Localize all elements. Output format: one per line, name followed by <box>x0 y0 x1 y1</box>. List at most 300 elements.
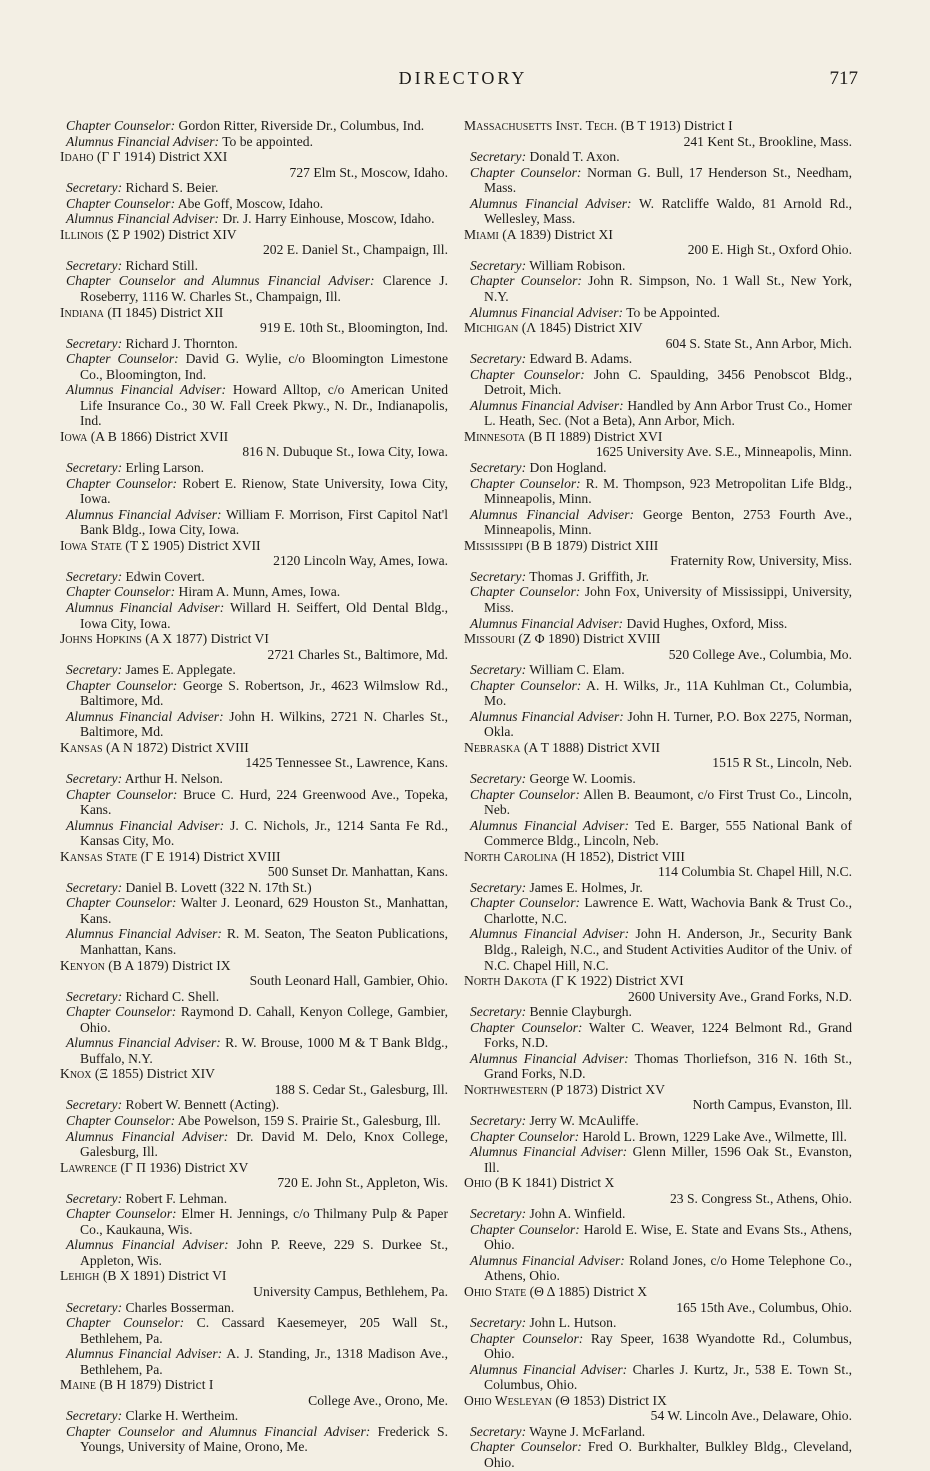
officer-line <box>464 398 852 429</box>
chapter-entry <box>60 958 448 1067</box>
officer-line <box>464 616 852 632</box>
officer-role: Chapter Counselor: <box>470 786 580 802</box>
officer-details: To be appointed. <box>219 133 313 149</box>
officer-role: Secretary: <box>470 568 527 584</box>
chapter-address: 500 Sunset Dr. Manhattan, Kans. <box>267 864 448 880</box>
officer-details: William C. Elam. <box>526 662 625 678</box>
chapter-info: (A N 1872) District XVIII <box>102 739 249 755</box>
chapter-info: (Λ 1845) District XIV <box>518 320 643 336</box>
officer-details: Erling Larson. <box>122 460 205 476</box>
officer-details: To be Appointed. <box>623 304 721 320</box>
chapter-entry <box>464 227 852 320</box>
officer-details: Robert E. Rienow, State University, Iowa City, Iowa. <box>80 475 448 507</box>
chapter-heading <box>60 1268 448 1284</box>
chapter-info: (Γ Γ 1914) District XXI <box>93 149 228 165</box>
officer-role: Secretary: <box>470 1315 527 1331</box>
officer-role: Secretary: <box>470 149 527 165</box>
officer-details: William Robison. <box>526 257 626 273</box>
chapter-name: North Dakota <box>464 973 548 989</box>
officer-role: Chapter Counselor and Alumnus Financial Adviser: <box>66 1423 371 1439</box>
chapter-info: (B B 1879) District XIII <box>522 537 659 553</box>
chapter-address: 188 S. Cedar St., Galesburg, Ill. <box>274 1081 448 1097</box>
officer-role: Chapter Counselor: <box>66 1113 176 1128</box>
officer-details: John H. Wilkins, 2721 N. Charles St., Baltimore, Md. <box>80 708 448 740</box>
chapter-info: (B T 1913) District I <box>617 118 733 133</box>
officer-line <box>60 1300 448 1316</box>
officer-role: Alumnus Financial Adviser: <box>470 304 624 320</box>
page-title: DIRECTORY <box>398 68 528 88</box>
chapter-name: Ohio Wesleyan <box>464 1392 553 1408</box>
officer-line <box>60 336 448 352</box>
chapter-entry <box>464 849 852 973</box>
officer-details: George S. Robertson, Jr., 4623 Wilmslow Rd., Baltimore, Md. <box>80 677 448 709</box>
officer-details: Richard Still. <box>122 257 199 273</box>
officer-role: Chapter Counselor: <box>470 273 582 289</box>
page-number: 717 <box>829 68 858 89</box>
officer-role: Secretary: <box>66 1190 123 1206</box>
chapter-name: Ohio State <box>464 1284 527 1300</box>
officer-details: Robert W. Bennett (Acting). <box>122 1097 280 1113</box>
chapter-info: (A 1839) District XI <box>498 226 613 242</box>
officer-role: Chapter Counselor: <box>66 1004 177 1020</box>
officer-line <box>464 1004 852 1020</box>
officer-details: John A. Winfield. <box>526 1206 626 1222</box>
officer-line <box>60 662 448 678</box>
chapter-name: Mississippi <box>464 537 523 553</box>
chapter-name: Minnesota <box>464 428 526 444</box>
officer-details: Hiram A. Munn, Ames, Iowa. <box>175 584 341 600</box>
officer-details: Lawrence E. Watt, Wachovia Bank & Trust Co., Charlotte, N.C. <box>484 895 852 926</box>
officer-line <box>464 678 852 709</box>
officer-details: C. Cassard Kaesemeyer, 205 Wall St., Bethlehem, Pa. <box>80 1315 448 1346</box>
officer-role: Alumnus Financial Adviser: <box>470 708 624 724</box>
chapter-info: (P 1873) District XV <box>547 1081 665 1097</box>
officer-line <box>464 787 852 818</box>
chapter-entry <box>464 118 852 227</box>
officer-line <box>464 584 852 615</box>
chapter-heading <box>60 305 448 321</box>
officer-line <box>60 258 448 274</box>
officer-details: David G. Wylie, c/o Bloomington Limestone Co., Bloomington, Ind. <box>80 351 448 382</box>
officer-role: Alumnus Financial Adviser: <box>66 133 220 149</box>
officer-role: Chapter Counselor: <box>66 584 176 600</box>
chapter-heading <box>464 631 852 647</box>
chapter-entry <box>60 740 448 849</box>
chapter-name: Massachusetts Inst. Tech. <box>464 118 618 133</box>
chapter-name: Miami <box>464 226 499 242</box>
chapter-address: University Campus, Bethlehem, Pa. <box>253 1284 448 1300</box>
officer-role: Secretary: <box>470 257 527 273</box>
officer-details: Jerry W. McAuliffe. <box>526 1113 639 1128</box>
chapter-heading <box>60 1160 448 1176</box>
chapter-address: 2600 University Ave., Grand Forks, N.D. <box>627 988 852 1004</box>
officer-line <box>464 895 852 926</box>
chapter-entry <box>60 1377 448 1455</box>
chapter-entry <box>60 118 448 149</box>
officer-role: Chapter Counselor: <box>470 1330 584 1346</box>
chapter-heading <box>60 740 448 756</box>
officer-line <box>60 180 448 196</box>
chapter-name: Michigan <box>464 320 519 336</box>
officer-line <box>464 460 852 476</box>
chapter-entry <box>60 1066 448 1159</box>
officer-details: Richard J. Thornton. <box>122 335 238 351</box>
officer-line <box>464 1331 852 1362</box>
officer-line <box>60 118 448 134</box>
chapter-info: (Θ Δ 1885) District X <box>526 1284 648 1300</box>
officer-details: Bruce C. Hurd, 224 Greenwood Ave., Topeka, Kans. <box>80 786 448 818</box>
chapter-info: (B H 1879) District I <box>95 1377 214 1393</box>
officer-role: Chapter Counselor: <box>66 1315 185 1331</box>
chapter-address: North Campus, Evanston, Ill. <box>692 1097 852 1113</box>
officer-role: Secretary: <box>470 1004 527 1020</box>
chapter-info: (Z Φ 1890) District XVIII <box>514 631 661 647</box>
officer-line <box>60 1237 448 1268</box>
chapter-name: Ohio <box>464 1175 492 1191</box>
officer-line <box>464 569 852 585</box>
chapter-address: 165 15th Ave., Columbus, Ohio. <box>676 1299 852 1315</box>
chapter-name: Iowa <box>60 428 88 444</box>
chapter-name: Missouri <box>464 631 515 647</box>
officer-role: Secretary: <box>66 460 123 476</box>
officer-line <box>60 584 448 600</box>
officer-role: Alumnus Financial Adviser: <box>470 506 635 522</box>
officer-line <box>464 926 852 973</box>
officer-role: Alumnus Financial Adviser: <box>470 817 629 833</box>
officer-role: Secretary: <box>66 335 123 351</box>
officer-line <box>60 211 448 227</box>
chapter-entry <box>464 1175 852 1284</box>
officer-details: Donald T. Axon. <box>526 149 620 165</box>
chapter-address: 54 W. Lincoln Ave., Delaware, Ohio. <box>650 1408 852 1424</box>
officer-role: Chapter Counselor: <box>66 786 178 802</box>
officer-role: Alumnus Financial Adviser: <box>66 506 222 522</box>
officer-line <box>60 709 448 740</box>
officer-line <box>464 1051 852 1082</box>
chapter-entry <box>464 973 852 1082</box>
officer-details: John Fox, University of Mississippi, University, Miss. <box>484 584 852 615</box>
officer-line <box>464 662 852 678</box>
officer-line <box>60 569 448 585</box>
officer-role: Secretary: <box>470 351 527 367</box>
officer-line <box>60 196 448 212</box>
officer-role: Chapter Counselor and Alumnus Financial Adviser: <box>66 273 375 289</box>
chapter-heading <box>464 740 852 756</box>
officer-details: Charles Bosserman. <box>122 1299 235 1315</box>
officer-role: Chapter Counselor: <box>470 677 582 693</box>
chapter-info: (B X 1891) District VI <box>99 1268 227 1284</box>
officer-details: Howard Alltop, c/o American United Life Insurance Co., 30 W. Fall Creek Pkwy., N. Dr., Indianapolis, Ind. <box>80 382 448 429</box>
officer-line <box>60 989 448 1005</box>
chapter-heading <box>60 429 448 445</box>
officer-details: Harold L. Brown, 1229 Lake Ave., Wilmette, Ill. <box>579 1128 847 1144</box>
officer-line <box>60 1191 448 1207</box>
officer-details: Roland Jones, c/o Home Telephone Co., Athens, Ohio. <box>484 1252 852 1284</box>
officer-details: Abe Goff, Moscow, Idaho. <box>175 195 324 211</box>
officer-line <box>464 507 852 538</box>
officer-role: Alumnus Financial Adviser: <box>66 599 225 615</box>
chapter-heading <box>464 1082 852 1098</box>
officer-role: Chapter Counselor: <box>66 895 177 911</box>
officer-details: John H. Turner, P.O. Box 2275, Norman, Okla. <box>484 708 852 740</box>
chapter-info: (Γ E 1914) District XVIII <box>137 848 281 864</box>
officer-line <box>60 382 448 429</box>
chapter-entry <box>60 849 448 958</box>
chapter-address: South Leonard Hall, Gambier, Ohio. <box>249 973 448 989</box>
officer-role: Alumnus Financial Adviser: <box>470 397 624 413</box>
chapter-name: Kansas <box>60 739 103 755</box>
officer-details: R. W. Brouse, 1000 M & T Bank Bldg., Buffalo, N.Y. <box>80 1035 448 1066</box>
officer-details: A. J. Standing, Jr., 1318 Madison Ave., Bethlehem, Pa. <box>80 1346 448 1377</box>
officer-line <box>60 678 448 709</box>
left-column <box>60 118 448 1455</box>
chapter-entry <box>60 429 448 538</box>
officer-role: Alumnus Financial Adviser: <box>66 211 220 227</box>
chapter-address: 241 Kent St., Brookline, Mass. <box>683 133 852 149</box>
officer-role: Chapter Counselor: <box>470 164 582 180</box>
chapter-address: 520 College Ave., Columbia, Mo. <box>668 646 852 662</box>
chapter-name: Northwestern <box>464 1081 548 1097</box>
officer-role: Chapter Counselor: <box>470 895 581 911</box>
chapter-name: Illinois <box>60 226 104 242</box>
officer-line <box>464 351 852 367</box>
officer-role: Alumnus Financial Adviser: <box>470 926 630 942</box>
officer-line <box>60 1315 448 1346</box>
officer-line <box>464 709 852 740</box>
chapter-heading <box>60 149 448 165</box>
chapter-entry <box>464 538 852 631</box>
officer-role: Alumnus Financial Adviser: <box>66 926 222 942</box>
chapter-info: (Γ Π 1936) District XV <box>116 1159 249 1175</box>
officer-details: Wayne J. McFarland. <box>526 1423 646 1439</box>
officer-details: Edward B. Adams. <box>526 351 633 367</box>
chapter-name: Indiana <box>60 304 104 320</box>
officer-line <box>464 771 852 787</box>
officer-role: Alumnus Financial Adviser: <box>66 817 225 833</box>
officer-line <box>60 1346 448 1377</box>
chapter-heading <box>60 958 448 974</box>
officer-details: Dr. J. Harry Einhouse, Moscow, Idaho. <box>219 211 435 227</box>
officer-role: Alumnus Financial Adviser: <box>66 1346 223 1362</box>
chapter-info: (T Σ 1905) District XVII <box>121 537 261 553</box>
officer-line <box>464 149 852 165</box>
chapter-info: (H 1852), District VIII <box>557 848 685 864</box>
officer-details: William F. Morrison, First Capitol Nat'l Bank Bldg., Iowa City, Iowa. <box>80 506 448 538</box>
officer-role: Secretary: <box>66 1408 123 1424</box>
officer-line <box>60 1035 448 1066</box>
officer-role: Secretary: <box>470 460 527 476</box>
officer-role: Secretary: <box>470 770 527 786</box>
officer-role: Secretary: <box>470 662 527 678</box>
officer-details: Arthur H. Nelson. <box>122 770 223 786</box>
chapter-info: (Σ P 1902) District XIV <box>103 226 237 242</box>
officer-line <box>60 1097 448 1113</box>
chapter-info: (B A 1879) District IX <box>104 957 231 973</box>
officer-line <box>60 1424 448 1455</box>
officer-details: Bennie Clayburgh. <box>526 1004 632 1020</box>
officer-line <box>60 600 448 631</box>
right-column <box>464 118 852 1471</box>
chapter-name: Lehigh <box>60 1268 100 1284</box>
officer-details: James E. Holmes, Jr. <box>526 879 643 895</box>
officer-line <box>464 1362 852 1393</box>
officer-role: Alumnus Financial Adviser: <box>470 1144 628 1160</box>
officer-details: Harold E. Wise, E. State and Evans Sts., Athens, Ohio. <box>484 1221 852 1253</box>
chapter-heading <box>464 429 852 445</box>
officer-role: Chapter Counselor: <box>470 366 585 382</box>
officer-line <box>60 1004 448 1035</box>
officer-details: Don Hogland. <box>526 460 607 476</box>
chapter-address: Fraternity Row, University, Miss. <box>670 553 852 569</box>
officer-role: Chapter Counselor: <box>470 475 581 491</box>
officer-role: Chapter Counselor: <box>66 475 178 491</box>
chapter-address: 2721 Charles St., Baltimore, Md. <box>267 646 448 662</box>
officer-role: Secretary: <box>470 1423 527 1439</box>
officer-role: Secretary: <box>470 1113 527 1128</box>
chapter-name: Nebraska <box>464 739 521 755</box>
chapter-entry <box>464 429 852 538</box>
officer-role: Secretary: <box>66 988 123 1004</box>
chapter-address: 2120 Lincoln Way, Ames, Iowa. <box>273 553 448 569</box>
officer-line <box>464 1113 852 1129</box>
officer-line <box>60 895 448 926</box>
officer-line <box>60 351 448 382</box>
officer-details: Norman G. Bull, 17 Henderson St., Needham, Mass. <box>484 164 852 196</box>
chapter-info: (Γ K 1922) District XVI <box>547 973 684 989</box>
chapter-address: 720 E. John St., Appleton, Wis. <box>277 1175 448 1191</box>
officer-role: Alumnus Financial Adviser: <box>66 382 226 398</box>
officer-role: Secretary: <box>66 879 123 895</box>
chapter-heading <box>464 1393 852 1409</box>
chapter-info: (Ξ 1855) District XIV <box>91 1066 215 1082</box>
officer-details: Frederick S. Youngs, University of Maine, Orono, Me. <box>80 1423 448 1455</box>
officer-role: Alumnus Financial Adviser: <box>66 708 224 724</box>
officer-role: Alumnus Financial Adviser: <box>66 1035 221 1051</box>
officer-role: Secretary: <box>66 180 123 196</box>
officer-role: Chapter Counselor: <box>66 351 179 367</box>
officer-details: George W. Loomis. <box>526 770 636 786</box>
chapter-entry <box>60 631 448 740</box>
chapter-entry <box>60 305 448 429</box>
chapter-address: 727 Elm St., Moscow, Idaho. <box>289 164 448 180</box>
chapter-heading <box>60 849 448 865</box>
officer-line <box>60 787 448 818</box>
officer-details: Clarke H. Wertheim. <box>122 1408 239 1424</box>
officer-details: Glenn Miller, 1596 Oak St., Evanston, Ill. <box>484 1144 852 1175</box>
chapter-info: (A B 1866) District XVII <box>87 428 229 444</box>
officer-line <box>60 507 448 538</box>
officer-line <box>464 1206 852 1222</box>
officer-role: Chapter Counselor: <box>470 1439 582 1455</box>
officer-line <box>60 926 448 957</box>
officer-line <box>464 305 852 321</box>
officer-details: Edwin Covert. <box>122 568 205 584</box>
chapter-name: Kenyon <box>60 957 105 973</box>
chapter-info: (Π 1845) District XII <box>103 304 224 320</box>
officer-details: Walter J. Leonard, 629 Houston St., Manhattan, Kans. <box>80 895 448 926</box>
officer-line <box>60 476 448 507</box>
chapter-heading <box>60 631 448 647</box>
officer-details: John H. Anderson, Jr., Security Bank Bldg., Raleigh, N.C., and Student Activities Auditor of the Univ. of N.C. Chapel Hill, N.C. <box>484 926 852 973</box>
officer-role: Chapter Counselor: <box>470 1019 583 1035</box>
chapter-entry <box>60 149 448 227</box>
chapter-name: Idaho <box>60 149 94 165</box>
officer-details: James E. Applegate. <box>122 662 236 678</box>
chapter-heading <box>464 1284 852 1300</box>
officer-details: George Benton, 2753 Fourth Ave., Minneapolis, Minn. <box>484 506 852 538</box>
chapter-info: (A X 1877) District VI <box>141 631 269 647</box>
chapter-entry <box>60 1268 448 1377</box>
officer-line <box>464 1424 852 1440</box>
chapter-entry <box>464 740 852 849</box>
chapter-heading <box>60 1377 448 1393</box>
officer-role: Chapter Counselor: <box>470 1221 580 1237</box>
chapter-entry <box>60 1160 448 1269</box>
officer-details: Daniel B. Lovett (322 N. 17th St.) <box>122 879 312 895</box>
officer-details: Allen B. Beaumont, c/o First Trust Co., Lincoln, Neb. <box>484 786 852 818</box>
chapter-heading <box>60 1066 448 1082</box>
officer-role: Secretary: <box>66 257 123 273</box>
officer-line <box>464 1439 852 1470</box>
officer-details: J. C. Nichols, Jr., 1214 Santa Fe Rd., Kansas City, Mo. <box>80 817 448 849</box>
officer-line <box>464 818 852 849</box>
officer-role: Alumnus Financial Adviser: <box>470 615 624 631</box>
officer-details: R. M. Thompson, 923 Metropolitan Life Bldg., Minneapolis, Minn. <box>484 475 852 507</box>
officer-line <box>60 771 448 787</box>
officer-role: Secretary: <box>470 1206 527 1222</box>
officer-line <box>464 1253 852 1284</box>
chapter-heading <box>60 227 448 243</box>
officer-role: Chapter Counselor: <box>470 584 581 600</box>
chapter-address: 202 E. Daniel St., Champaign, Ill. <box>262 242 448 258</box>
officer-details: Raymond D. Cahall, Kenyon College, Gambier, Ohio. <box>80 1004 448 1035</box>
chapter-name: Kansas State <box>60 848 138 864</box>
officer-role: Chapter Counselor: <box>66 1206 177 1222</box>
chapter-info: (Θ 1853) District IX <box>552 1392 667 1408</box>
officer-line <box>464 1020 852 1051</box>
chapter-entry <box>464 320 852 429</box>
officer-line <box>464 196 852 227</box>
officer-details: Richard C. Shell. <box>122 988 220 1004</box>
officer-role: Secretary: <box>66 770 123 786</box>
chapter-name: Knox <box>60 1066 92 1082</box>
chapter-heading <box>464 118 852 134</box>
officer-role: Alumnus Financial Adviser: <box>470 1361 628 1377</box>
officer-role: Alumnus Financial Adviser: <box>470 1252 625 1268</box>
officer-line <box>60 880 448 896</box>
chapter-entry <box>464 1393 852 1471</box>
officer-details: Robert F. Lehman. <box>122 1190 228 1206</box>
officer-line <box>60 273 448 304</box>
chapter-entry <box>60 538 448 631</box>
officer-role: Secretary: <box>66 1299 123 1315</box>
officer-details: Ray Speer, 1638 Wyandotte Rd., Columbus, Ohio. <box>484 1330 852 1362</box>
officer-role: Alumnus Financial Adviser: <box>66 1237 229 1253</box>
chapter-heading <box>464 538 852 554</box>
chapter-entry <box>464 631 852 740</box>
officer-line <box>60 1129 448 1160</box>
officer-details: John P. Reeve, 229 S. Durkee St., Appleton, Wis. <box>80 1237 448 1268</box>
chapter-address: 816 N. Dubuque St., Iowa City, Iowa. <box>242 444 448 460</box>
officer-role: Alumnus Financial Adviser: <box>470 195 632 211</box>
chapter-address: 604 S. State St., Ann Arbor, Mich. <box>665 335 852 351</box>
officer-details: A. H. Wilks, Jr., 11A Kuhlman Ct., Columbia, Mo. <box>484 677 852 709</box>
officer-details: John C. Spaulding, 3456 Penobscot Bldg., Detroit, Mich. <box>484 366 852 398</box>
officer-line <box>464 476 852 507</box>
chapter-address: 114 Columbia St. Chapel Hill, N.C. <box>658 864 852 880</box>
chapter-info: (B K 1841) District X <box>491 1175 615 1191</box>
officer-details: Thomas Thorliefson, 316 N. 16th St., Grand Forks, N.D. <box>484 1050 852 1082</box>
